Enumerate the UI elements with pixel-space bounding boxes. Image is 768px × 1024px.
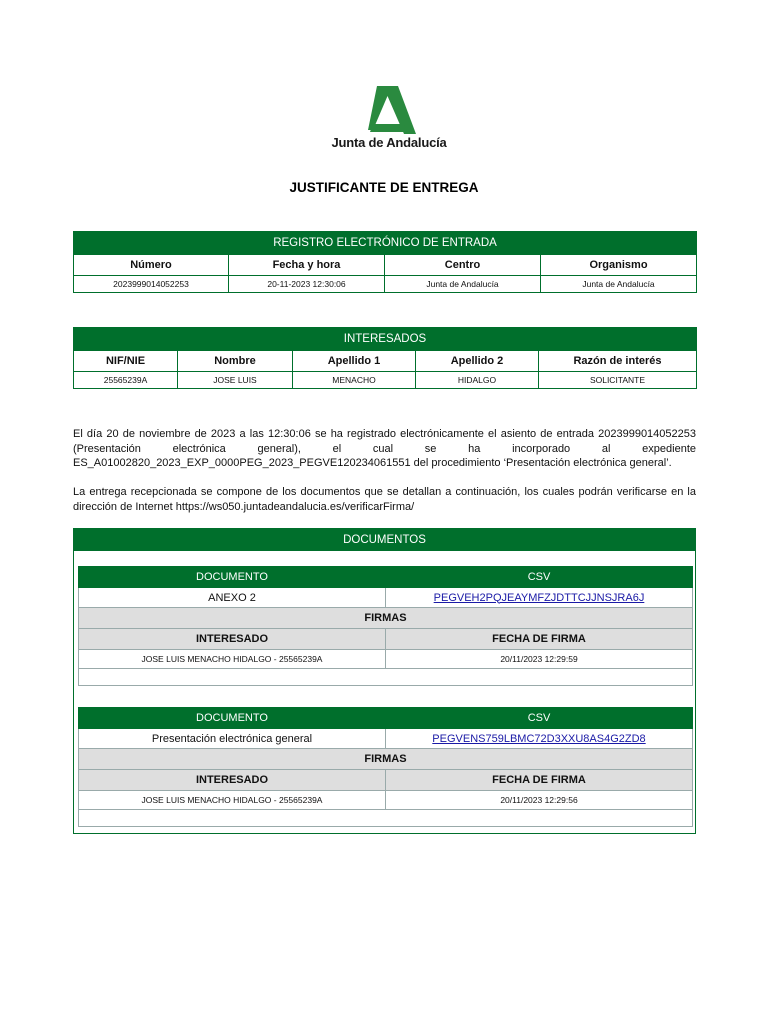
column-header: Fecha y hora — [229, 255, 385, 276]
interesado-razon: SOLICITANTE — [539, 372, 697, 389]
column-header: Apellido 2 — [416, 351, 539, 372]
csv-label: CSV — [386, 567, 693, 588]
interesado-label: INTERESADO — [79, 770, 386, 791]
documento-name: Presentación electrónica general — [79, 729, 386, 749]
documentos-heading: DOCUMENTOS — [74, 529, 695, 551]
fecha-firma: 20/11/2023 12:29:59 — [386, 650, 693, 669]
interesado-label: INTERESADO — [79, 629, 386, 650]
table-row — [74, 372, 697, 389]
csv-link[interactable]: PEGVEH2PQJEAYMFZJDTTCJJNSJRA6J — [433, 591, 645, 604]
column-header: Apellido 1 — [293, 351, 416, 372]
column-header: Organismo — [541, 255, 697, 276]
registro-organismo: Junta de Andalucía — [541, 276, 697, 293]
interesado-nombre: JOSE LUIS — [178, 372, 293, 389]
interesado-apellido2: HIDALGO — [416, 372, 539, 389]
registro-centro: Junta de Andalucía — [385, 276, 541, 293]
junta-logo — [314, 78, 464, 158]
documento-label: DOCUMENTO — [79, 708, 386, 729]
documento-block — [78, 707, 693, 827]
interesado-apellido1: MENACHO — [293, 372, 416, 389]
firmas-label: FIRMAS — [79, 608, 693, 629]
blank-row — [79, 810, 693, 827]
column-header: Razón de interés — [539, 351, 697, 372]
registro-numero: 2023999014052253 — [74, 276, 229, 293]
blank-row — [79, 669, 693, 686]
column-header: Número — [74, 255, 229, 276]
andalucia-emblem-icon — [360, 86, 418, 136]
interesados-heading: INTERESADOS — [74, 328, 697, 351]
table-row — [74, 276, 697, 293]
interesados-header-row — [74, 351, 697, 372]
registro-paragraph: El día 20 de noviembre de 2023 a las 12:30:06 se ha registrado electrónicamente el asiento de entrada 2023999014052253 (Presentación electrónica general), el cual se ha incorporado al expediente ES_A01002820_2023_EXP_0000PEG_2023_PEGVE120234061551 del procedimiento ‘Presentación electrónica general’. — [73, 428, 696, 469]
interesado-nif: 25565239A — [74, 372, 178, 389]
fecha-firma-label: FECHA DE FIRMA — [386, 629, 693, 650]
column-header: NIF/NIE — [74, 351, 178, 372]
registro-heading: REGISTRO ELECTRÓNICO DE ENTRADA — [74, 232, 697, 255]
column-header: Centro — [385, 255, 541, 276]
documentos-section — [73, 528, 696, 834]
logo-text: Junta de Andalucía — [331, 135, 447, 150]
csv-cell — [386, 729, 693, 749]
registro-table — [73, 231, 697, 293]
registro-header-row — [74, 255, 697, 276]
documento-name: ANEXO 2 — [79, 588, 386, 608]
fecha-firma: 20/11/2023 12:29:56 — [386, 791, 693, 810]
fecha-firma-label: FECHA DE FIRMA — [386, 770, 693, 791]
column-header: Nombre — [178, 351, 293, 372]
firmas-label: FIRMAS — [79, 749, 693, 770]
verificacion-paragraph: La entrega recepcionada se compone de los documentos que se detallan a continuación, los cuales podrán verificarse en la dirección de Internet https://ws050.juntadeandalucia.es/verificarFirma/ — [73, 486, 696, 513]
interesados-table — [73, 327, 697, 389]
firmante: JOSE LUIS MENACHO HIDALGO - 25565239A — [79, 650, 386, 669]
csv-link[interactable]: PEGVENS759LBMC72D3XXU8AS4G2ZD8 — [432, 732, 646, 745]
firmante: JOSE LUIS MENACHO HIDALGO - 25565239A — [79, 791, 386, 810]
page-title: JUSTIFICANTE DE ENTREGA — [289, 180, 479, 195]
csv-cell — [386, 588, 693, 608]
registro-fecha: 20-11-2023 12:30:06 — [229, 276, 385, 293]
csv-label: CSV — [386, 708, 693, 729]
documento-block — [78, 566, 693, 686]
documento-label: DOCUMENTO — [79, 567, 386, 588]
